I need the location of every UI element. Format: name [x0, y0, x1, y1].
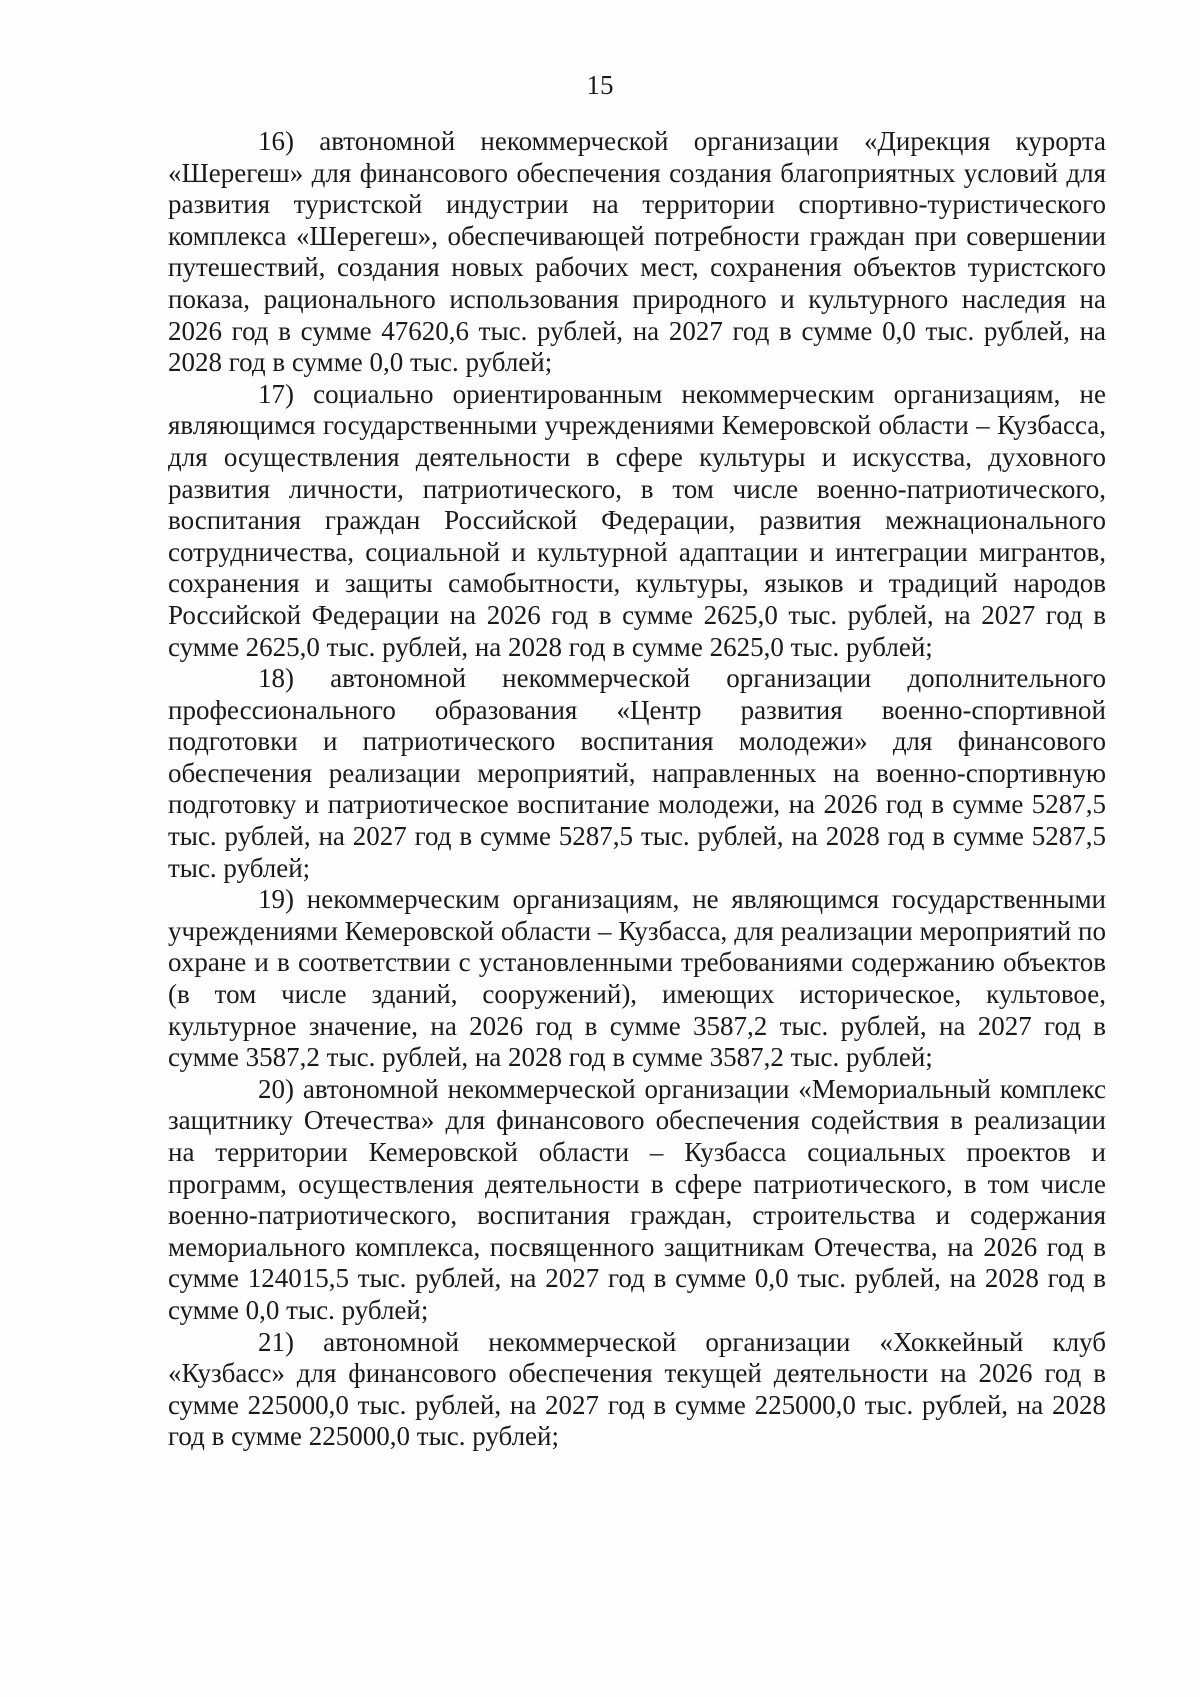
- paragraph-item-17: 17) социально ориентированным некоммерческим организациям, не являющимся государственными учреждениями Кемеровской области – Кузбасса, для осуществления деятельности в сфере культуры и искусства, духовного развития личности, патриотического, в том числе военно-патриотического, воспитания граждан Российской Федерации, развития межнационального сотрудничества, социальной и культурной адаптации и интеграции мигрантов, сохранения и защиты самобытности, культуры, языков и традиций народов Российской Федерации на 2026 год в сумме 2625,0 тыс. рублей, на 2027 год в сумме 2625,0 тыс. рублей, на 2028 год в сумме 2625,0 тыс. рублей;: [168, 378, 1106, 662]
- document-body: [168, 126, 1106, 1453]
- paragraph-item-21: 21) автономной некоммерческой организации «Хоккейный клуб «Кузбасс» для финансового обеспечения текущей деятельности на 2026 год в сумме 225000,0 тыс. рублей, на 2027 год в сумме 225000,0 тыс. рублей, на 2028 год в сумме 225000,0 тыс. рублей;: [168, 1326, 1106, 1452]
- paragraph-item-16: 16) автономной некоммерческой организации «Дирекция курорта «Шерегеш» для финансового обеспечения создания благоприятных условий для развития туристской индустрии на территории спортивно-туристического комплекса «Шерегеш», обеспечивающей потребности граждан при совершении путешествий, создания новых рабочих мест, сохранения объектов туристского показа, рационального использования природного и культурного наследия на 2026 год в сумме 47620,6 тыс. рублей, на 2027 год в сумме 0,0 тыс. рублей, на 2028 год в сумме 0,0 тыс. рублей;: [168, 126, 1106, 378]
- paragraph-item-19: 19) некоммерческим организациям, не являющимся государственными учреждениями Кемеровской области – Кузбасса, для реализации мероприятий по охране и в соответствии с установленными требованиями содержанию объектов (в том числе зданий, сооружений), имеющих историческое, культовое, культурное значение, на 2026 год в сумме 3587,2 тыс. рублей, на 2027 год в сумме 3587,2 тыс. рублей, на 2028 год в сумме 3587,2 тыс. рублей;: [168, 884, 1106, 1073]
- page-number: 15: [586, 70, 614, 100]
- paragraph-item-18: 18) автономной некоммерческой организации дополнительного профессионального образования «Центр развития военно-спортивной подготовки и патриотического воспитания молодежи» для финансового обеспечения реализации мероприятий, направленных на военно-спортивную подготовку и патриотическое воспитание молодежи, на 2026 год в сумме 5287,5 тыс. рублей, на 2027 год в сумме 5287,5 тыс. рублей, на 2028 год в сумме 5287,5 тыс. рублей;: [168, 663, 1106, 883]
- paragraph-item-20: 20) автономной некоммерческой организации «Мемориальный комплекс защитнику Отечества» для финансового обеспечения содействия в реализации на территории Кемеровской области – Кузбасса социальных проектов и программ, осуществления деятельности в сфере патриотического, в том числе военно-патриотического, воспитания граждан, строительства и содержания мемориального комплекса, посвященного защитникам Отечества, на 2026 год в сумме 124015,5 тыс. рублей, на 2027 год в сумме 0,0 тыс. рублей, на 2028 год в сумме 0,0 тыс. рублей;: [168, 1073, 1106, 1325]
